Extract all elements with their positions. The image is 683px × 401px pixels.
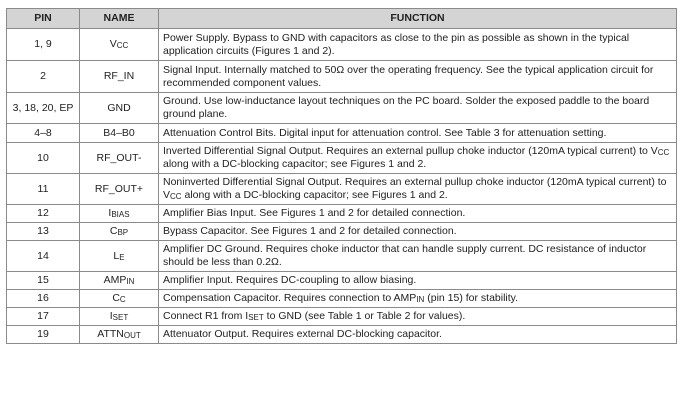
pin-description-table <box>6 8 677 344</box>
name-cell <box>80 205 159 223</box>
name-cell: RF_IN <box>80 61 159 93</box>
text-post: to GND (see Table 1 or Table 2 for values). <box>263 310 466 322</box>
table-row <box>7 124 677 143</box>
text-subscript: SET <box>112 313 129 322</box>
text-post: along with a DC-blocking capacitor; see Figures 1 and 2. <box>163 158 427 170</box>
text-subscript: OUT <box>123 331 141 340</box>
table-row <box>7 61 677 93</box>
pin-cell: 12 <box>7 205 80 223</box>
table-header-row <box>7 9 677 29</box>
text-base: I <box>109 310 113 322</box>
function-cell <box>159 174 677 205</box>
pin-cell: 2 <box>7 61 80 93</box>
pin-cell: 4–8 <box>7 124 80 143</box>
function-cell: Signal Input. Internally matched to 50Ω over the operating frequency. See the typical application circuit for recommended component values. <box>159 61 677 93</box>
text-post: (pin 15) for stability. <box>424 292 519 304</box>
pin-cell: 19 <box>7 326 80 344</box>
table-row <box>7 29 677 61</box>
function-cell <box>159 290 677 308</box>
function-cell: Attenuation Control Bits. Digital input for attenuation control. See Table 3 for attenuation setting. <box>159 124 677 143</box>
text-base: L <box>113 249 120 262</box>
text-subscript: E <box>119 252 125 262</box>
name-cell <box>80 241 159 272</box>
text-subscript: CC <box>170 192 182 201</box>
table-row <box>7 308 677 326</box>
table-row <box>7 205 677 223</box>
function-cell: Amplifier DC Ground. Requires choke inductor that can handle supply current. DC resistance of inductor should be less than 0.2Ω. <box>159 241 677 272</box>
pin-cell: 14 <box>7 241 80 272</box>
table-row <box>7 93 677 124</box>
text-base: C <box>109 225 118 237</box>
table-body <box>7 29 677 344</box>
pin-cell: 11 <box>7 174 80 205</box>
text-subscript: BIAS <box>111 210 130 219</box>
table-row <box>7 143 677 174</box>
text-pre: Compensation Capacitor. Requires connection to AMP <box>163 292 417 304</box>
function-cell: Amplifier Input. Requires DC-coupling to allow biasing. <box>159 272 677 290</box>
text-subscript: C <box>119 295 126 304</box>
function-cell: Amplifier Bias Input. See Figures 1 and 2 for detailed connection. <box>159 205 677 223</box>
pin-cell: 17 <box>7 308 80 326</box>
name-cell <box>80 272 159 290</box>
text-subscript: CC <box>657 148 670 157</box>
text-base: I <box>108 207 112 219</box>
header-function: FUNCTION <box>159 9 677 29</box>
text-pre: Connect R1 from I <box>163 310 249 322</box>
pin-cell: 3, 18, 20, EP <box>7 93 80 124</box>
name-cell <box>80 290 159 308</box>
text-base: V <box>109 38 117 50</box>
text-subscript: SET <box>248 313 264 322</box>
text-subscript: IN <box>126 277 135 286</box>
text-subscript: IN <box>416 295 425 304</box>
text-subscript: BP <box>117 228 129 237</box>
header-name: NAME <box>80 9 159 29</box>
pin-cell: 16 <box>7 290 80 308</box>
text-subscript: CC <box>116 41 129 50</box>
name-cell <box>80 326 159 344</box>
name-cell: RF_OUT+ <box>80 174 159 205</box>
text-base: ATTN <box>97 328 124 340</box>
name-cell <box>80 223 159 241</box>
name-cell <box>80 29 159 61</box>
function-cell: Bypass Capacitor. See Figures 1 and 2 for detailed connection. <box>159 223 677 241</box>
text-pre: Inverted Differential Signal Output. Requires an external pullup choke inductor (120mA typical current) to V <box>163 145 658 157</box>
table-row <box>7 223 677 241</box>
table-row <box>7 241 677 272</box>
table-row <box>7 174 677 205</box>
table-row <box>7 290 677 308</box>
function-cell: Attenuator Output. Requires external DC-blocking capacitor. <box>159 326 677 344</box>
function-cell <box>159 143 677 174</box>
pin-cell: 13 <box>7 223 80 241</box>
function-cell: Power Supply. Bypass to GND with capacitors as close to the pin as possible as shown in the typical application circuits (Figures 1 and 2). <box>159 29 677 61</box>
pin-cell: 10 <box>7 143 80 174</box>
table-row <box>7 272 677 290</box>
text-post: along with a DC-blocking capacitor; see Figures 1 and 2. <box>181 189 448 201</box>
name-cell <box>80 308 159 326</box>
header-pin: PIN <box>7 9 80 29</box>
text-base: C <box>112 292 120 304</box>
function-cell <box>159 308 677 326</box>
text-base: AMP <box>103 274 127 286</box>
name-cell: RF_OUT- <box>80 143 159 174</box>
text-pre: Noninverted Differential Signal Output. Requires an external pullup choke inductor (120mA typical current) to V <box>163 176 667 201</box>
function-cell: Ground. Use low-inductance layout techniques on the PC board. Solder the exposed paddle to the board ground plane. <box>159 93 677 124</box>
name-cell: GND <box>80 93 159 124</box>
table-row <box>7 326 677 344</box>
name-cell: B4–B0 <box>80 124 159 143</box>
pin-cell: 15 <box>7 272 80 290</box>
pin-cell: 1, 9 <box>7 29 80 61</box>
